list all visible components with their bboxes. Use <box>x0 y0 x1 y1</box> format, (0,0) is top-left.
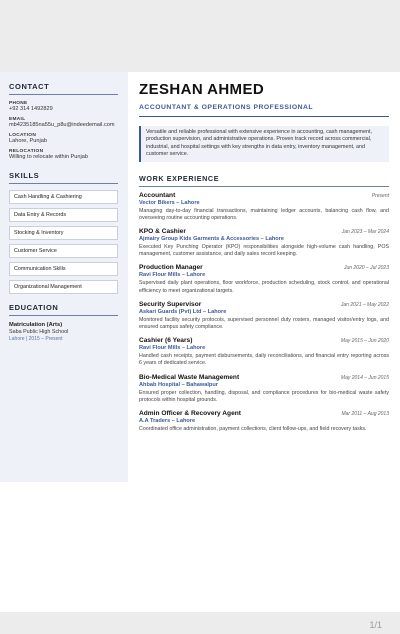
email-value: mb4235185na55u_p8u@indeedemail.com <box>9 122 115 128</box>
skill-item: Data Entry & Records <box>9 208 118 222</box>
education-dates: Lahore | 2015 – Present <box>9 336 63 342</box>
job-description: Handled cash receipts, payment disbursements, daily reconciliations, and financial entry reporting across 6 years of dedicated service. <box>139 353 389 367</box>
job-company: Askari Guards (Pvt) Ltd – Lahore <box>139 308 227 315</box>
job-entry <box>139 301 389 331</box>
job-dates: Jun 2020 – Jul 2023 <box>343 265 389 272</box>
job-title: Security Supervisor <box>139 300 202 308</box>
education-title: EDUCATION <box>9 303 118 316</box>
job-dates: Present <box>371 192 389 199</box>
job-title: Cashier (6 Years) <box>139 337 193 345</box>
phone-value: +92 314 1492829 <box>9 106 53 112</box>
page-indicator: 1/1 <box>369 620 382 630</box>
job-dates: Jan 2021 – May 2022 <box>340 301 389 308</box>
job-entry <box>139 410 389 433</box>
work-experience-title: WORK EXPERIENCE <box>139 173 220 183</box>
skills-list <box>9 190 118 294</box>
job-company: Ajmairy Group Kids Garments & Accessories – Lahore <box>139 236 284 243</box>
education-school: Saba Public High School <box>9 329 69 335</box>
job-company: Ravi Flour Mills – Lahore <box>139 345 206 352</box>
skill-item: Customer Service <box>9 244 118 258</box>
job-entry <box>139 192 389 222</box>
job-description: Supervised daily plant operations, floor workforce, production scheduling, stock control, and operational efficiency to meet organizational targets. <box>139 280 389 294</box>
skill-item: Communication Skills <box>9 262 118 276</box>
job-title: Admin Officer & Recovery Agent <box>139 410 241 418</box>
job-dates: Mar 2011 – Aug 2013 <box>341 411 389 418</box>
job-dates: May 2014 – Jun 2015 <box>340 374 389 381</box>
sidebar <box>0 72 128 482</box>
candidate-role: ACCOUNTANT & OPERATIONS PROFESSIONAL <box>139 104 314 111</box>
email-label: EMAIL <box>9 117 26 122</box>
summary-box: Versatile and reliable professional with extensive experience in accounting, cash management, production supervision, and administrative operations. Proven track record across commercial, industrial, and hospital settings with key strengths in data entry, inventory management, and customer service. <box>139 126 389 162</box>
candidate-name: ZESHAN AHMED <box>139 81 265 98</box>
job-title: Accountant <box>139 191 176 199</box>
header-divider <box>139 116 389 117</box>
job-description: Coordinated office administration, payment collections, client follow-ups, and field recovery tasks. <box>139 426 367 433</box>
skill-item: Stocking & Inventory <box>9 226 118 240</box>
work-divider <box>139 186 389 187</box>
job-description: Managing day-to-day financial transactions, maintaining ledger accounts, balancing cash flow, and overseeing routine accounting operations. <box>139 207 389 221</box>
job-entry <box>139 264 389 294</box>
job-company: Ahbab Hospital – Bahawalpur <box>139 381 218 388</box>
job-entry <box>139 337 389 367</box>
contact-title: CONTACT <box>9 82 118 95</box>
job-company: Ravi Flour Mills – Lahore <box>139 272 206 279</box>
main-content <box>128 72 400 612</box>
job-title: Production Manager <box>139 264 203 272</box>
job-dates: May 2015 – Jun 2020 <box>340 338 389 345</box>
job-description: Monitored facility security protocols, supervised personnel duty rosters, managed visitor/entry logs, and ensured campus safety compliance. <box>139 316 389 331</box>
job-title: Bio-Medical Waste Management <box>139 373 240 381</box>
relocation-value: Willing to relocate within Punjab <box>9 154 88 160</box>
job-entry <box>139 228 389 258</box>
job-company: A.A Traders – Lahore <box>139 418 196 425</box>
job-title: KPO & Cashier <box>139 228 186 236</box>
job-dates: Jan 2023 – Mar 2024 <box>341 229 389 236</box>
relocation-label: RELOCATION <box>9 149 44 154</box>
location-value: Lahore, Punjab <box>9 138 47 144</box>
education-degree: Matriculation (Arts) <box>9 322 63 328</box>
job-description: Ensured proper collection, handling, disposal, and compliance procedures for bio-medical waste safety protocols within hospital grounds. <box>139 389 389 403</box>
job-entry <box>139 374 389 404</box>
skill-item: Cash Handling & Cashiering <box>9 190 118 204</box>
location-label: LOCATION <box>9 133 37 138</box>
skill-item: Organizational Management <box>9 280 118 294</box>
skills-title: SKILLS <box>9 171 118 184</box>
job-description: Executed Key Punching Operator (KPO) responsibilities alongside high-volume cash handling, POS management, customer assistance, and daily sales record keeping. <box>139 244 389 258</box>
phone-label: PHONE <box>9 101 28 106</box>
job-company: Vector Bikers – Lahore <box>139 199 200 206</box>
resume-page <box>0 72 400 612</box>
